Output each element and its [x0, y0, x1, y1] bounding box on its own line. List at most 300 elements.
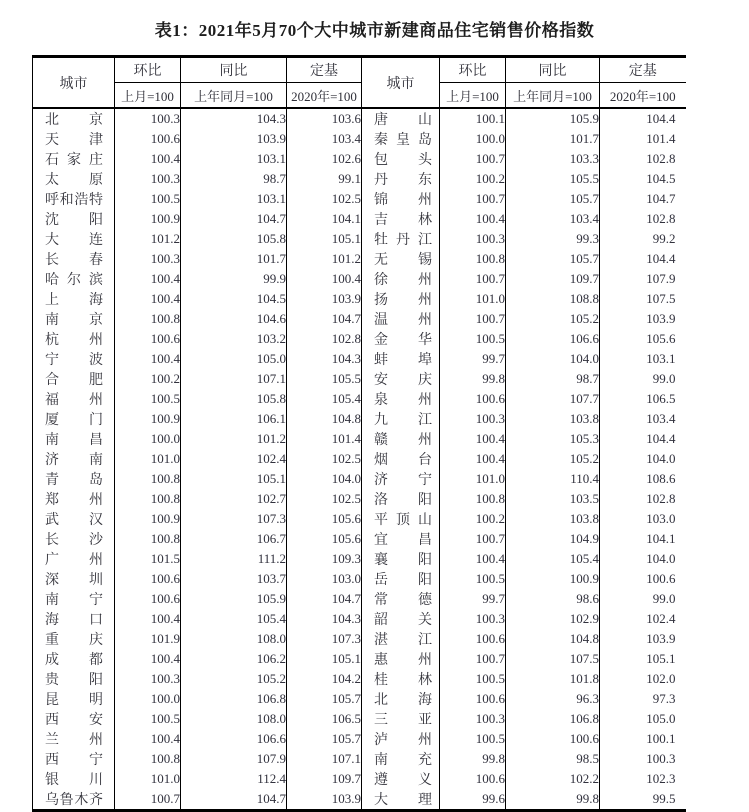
fixed-base-value: 107.3 [287, 629, 362, 649]
mom-value: 100.8 [440, 249, 506, 269]
city-cell [33, 569, 115, 589]
city-cell [33, 108, 115, 129]
header-fixed-base-base-right: 2020年=100 [600, 83, 686, 109]
yoy-value: 104.7 [181, 789, 287, 811]
city-cell [362, 389, 440, 409]
mom-value: 100.6 [440, 689, 506, 709]
yoy-value: 105.1 [181, 469, 287, 489]
city-cell [33, 629, 115, 649]
header-city-left: 城市 [33, 57, 115, 109]
city-cell [33, 589, 115, 609]
yoy-value: 107.5 [506, 649, 600, 669]
yoy-value: 103.4 [506, 209, 600, 229]
city-cell [362, 149, 440, 169]
city-name: 南 昌 [45, 433, 103, 448]
city-name: 无 锡 [374, 253, 432, 268]
table-row [33, 489, 686, 509]
table-row [33, 729, 686, 749]
mom-value: 100.9 [115, 409, 181, 429]
city-name: 合 肥 [45, 373, 103, 388]
city-cell [362, 108, 440, 129]
mom-value: 100.7 [440, 149, 506, 169]
city-cell [33, 689, 115, 709]
yoy-value: 103.7 [181, 569, 287, 589]
yoy-value: 107.9 [181, 749, 287, 769]
city-cell [362, 329, 440, 349]
city-cell [362, 509, 440, 529]
table-row [33, 349, 686, 369]
header-fixed-base-left: 定基 [287, 57, 362, 83]
fixed-base-value: 101.4 [287, 429, 362, 449]
city-name: 包 头 [374, 153, 432, 168]
mom-value: 100.5 [115, 709, 181, 729]
yoy-value: 101.7 [181, 249, 287, 269]
yoy-value: 105.5 [506, 169, 600, 189]
fixed-base-value: 104.7 [287, 309, 362, 329]
city-cell [33, 189, 115, 209]
fixed-base-value: 104.5 [600, 169, 686, 189]
mom-value: 100.2 [440, 509, 506, 529]
fixed-base-value: 105.6 [287, 509, 362, 529]
city-name: 厦 门 [45, 413, 103, 428]
mom-value: 100.5 [440, 329, 506, 349]
yoy-value: 100.9 [506, 569, 600, 589]
city-cell [33, 709, 115, 729]
city-cell [362, 269, 440, 289]
mom-value: 100.8 [115, 469, 181, 489]
city-name: 大 连 [45, 233, 103, 248]
fixed-base-value: 102.5 [287, 489, 362, 509]
fixed-base-value: 99.0 [600, 589, 686, 609]
fixed-base-value: 105.1 [287, 649, 362, 669]
city-cell [362, 169, 440, 189]
fixed-base-value: 99.1 [287, 169, 362, 189]
fixed-base-value: 104.8 [287, 409, 362, 429]
mom-value: 100.4 [115, 269, 181, 289]
mom-value: 100.8 [115, 309, 181, 329]
header-row-main [33, 57, 686, 83]
city-cell [33, 389, 115, 409]
table-row [33, 229, 686, 249]
fixed-base-value: 106.5 [287, 709, 362, 729]
city-name: 秦 皇 岛 [374, 133, 432, 148]
mom-value: 100.9 [115, 209, 181, 229]
yoy-value: 103.8 [506, 509, 600, 529]
city-name: 上 海 [45, 293, 103, 308]
city-name: 杭 州 [45, 333, 103, 348]
city-name: 宜 昌 [374, 533, 432, 548]
table-row [33, 189, 686, 209]
yoy-value: 105.7 [506, 249, 600, 269]
city-cell [362, 669, 440, 689]
table-row [33, 289, 686, 309]
table-row [33, 149, 686, 169]
fixed-base-value: 105.6 [287, 529, 362, 549]
header-mom-base-right: 上月=100 [440, 83, 506, 109]
mom-value: 100.5 [115, 189, 181, 209]
mom-value: 99.7 [440, 349, 506, 369]
city-name: 湛 江 [374, 633, 432, 648]
city-name: 海 口 [45, 613, 103, 628]
mom-value: 100.6 [115, 589, 181, 609]
city-name: 大 理 [374, 793, 432, 808]
city-name: 丹 东 [374, 173, 432, 188]
mom-value: 100.3 [115, 669, 181, 689]
city-cell [33, 769, 115, 789]
city-name: 襄 阳 [374, 553, 432, 568]
yoy-value: 104.0 [506, 349, 600, 369]
fixed-base-value: 104.4 [600, 249, 686, 269]
city-cell [362, 249, 440, 269]
mom-value: 100.2 [440, 169, 506, 189]
mom-value: 101.0 [115, 449, 181, 469]
mom-value: 100.3 [440, 229, 506, 249]
city-name: 三 亚 [374, 713, 432, 728]
mom-value: 100.4 [440, 429, 506, 449]
mom-value: 100.4 [115, 349, 181, 369]
mom-value: 100.8 [440, 489, 506, 509]
city-name: 赣 州 [374, 433, 432, 448]
city-cell [33, 309, 115, 329]
yoy-value: 96.3 [506, 689, 600, 709]
city-cell [33, 649, 115, 669]
table-row [33, 569, 686, 589]
city-name: 西 安 [45, 713, 103, 728]
fixed-base-value: 100.3 [600, 749, 686, 769]
table-row [33, 429, 686, 449]
city-name: 长 春 [45, 253, 103, 268]
fixed-base-value: 104.3 [287, 609, 362, 629]
fixed-base-value: 105.6 [600, 329, 686, 349]
table-row [33, 389, 686, 409]
city-cell [33, 409, 115, 429]
city-name: 深 圳 [45, 573, 103, 588]
city-cell [33, 129, 115, 149]
table-row [33, 709, 686, 729]
fixed-base-value: 104.7 [287, 589, 362, 609]
city-name: 韶 关 [374, 613, 432, 628]
mom-value: 100.8 [115, 489, 181, 509]
header-yoy-right: 同比 [506, 57, 600, 83]
yoy-value: 98.6 [506, 589, 600, 609]
yoy-value: 103.1 [181, 189, 287, 209]
fixed-base-value: 102.6 [287, 149, 362, 169]
page-title: 表1：2021年5月70个大中城市新建商品住宅销售价格指数 [154, 21, 595, 40]
table-row [33, 449, 686, 469]
yoy-value: 99.3 [506, 229, 600, 249]
header-fixed-base-base-left: 2020年=100 [287, 83, 362, 109]
yoy-value: 98.5 [506, 749, 600, 769]
fixed-base-value: 105.1 [600, 649, 686, 669]
fixed-base-value: 103.4 [600, 409, 686, 429]
yoy-value: 110.4 [506, 469, 600, 489]
city-name: 温 州 [374, 313, 432, 328]
mom-value: 100.7 [440, 309, 506, 329]
mom-value: 100.4 [440, 449, 506, 469]
city-name: 扬 州 [374, 293, 432, 308]
city-name: 呼 和 浩 特 [45, 193, 103, 208]
fixed-base-value: 108.6 [600, 469, 686, 489]
city-name: 成 都 [45, 653, 103, 668]
fixed-base-value: 103.9 [287, 289, 362, 309]
mom-value: 100.4 [115, 729, 181, 749]
city-name: 吉 林 [374, 213, 432, 228]
fixed-base-value: 104.0 [287, 469, 362, 489]
price-index-table [32, 55, 686, 812]
table-row [33, 549, 686, 569]
fixed-base-value: 101.2 [287, 249, 362, 269]
mom-value: 100.7 [115, 789, 181, 811]
fixed-base-value: 101.4 [600, 129, 686, 149]
city-name: 北 海 [374, 693, 432, 708]
mom-value: 100.6 [440, 769, 506, 789]
city-cell [362, 449, 440, 469]
yoy-value: 99.8 [506, 789, 600, 811]
fixed-base-value: 105.5 [287, 369, 362, 389]
city-cell [33, 149, 115, 169]
yoy-value: 102.2 [506, 769, 600, 789]
table-row [33, 649, 686, 669]
mom-value: 100.4 [115, 149, 181, 169]
yoy-value: 102.9 [506, 609, 600, 629]
header-mom-left: 环比 [115, 57, 181, 83]
yoy-value: 98.7 [506, 369, 600, 389]
city-cell [33, 209, 115, 229]
fixed-base-value: 100.4 [287, 269, 362, 289]
city-name: 乌 鲁 木 齐 [45, 793, 103, 808]
city-cell [362, 129, 440, 149]
mom-value: 100.3 [115, 249, 181, 269]
mom-value: 100.0 [440, 129, 506, 149]
city-name: 郑 州 [45, 493, 103, 508]
city-cell [362, 549, 440, 569]
table-row [33, 769, 686, 789]
fixed-base-value: 104.7 [600, 189, 686, 209]
city-name: 银 川 [45, 773, 103, 788]
mom-value: 100.5 [440, 669, 506, 689]
mom-value: 100.2 [115, 369, 181, 389]
city-cell [362, 309, 440, 329]
header-yoy-left: 同比 [181, 57, 287, 83]
fixed-base-value: 107.1 [287, 749, 362, 769]
yoy-value: 109.7 [506, 269, 600, 289]
mom-value: 100.4 [115, 609, 181, 629]
mom-value: 100.7 [440, 649, 506, 669]
table-row [33, 689, 686, 709]
city-cell [33, 349, 115, 369]
city-cell [362, 229, 440, 249]
header-yoy-base-left: 上年同月=100 [181, 83, 287, 109]
yoy-value: 102.7 [181, 489, 287, 509]
city-cell [362, 349, 440, 369]
yoy-value: 106.6 [181, 729, 287, 749]
mom-value: 100.4 [440, 209, 506, 229]
city-name: 重 庆 [45, 633, 103, 648]
city-name: 泸 州 [374, 733, 432, 748]
city-cell [33, 169, 115, 189]
fixed-base-value: 103.0 [600, 509, 686, 529]
city-name: 九 江 [374, 413, 432, 428]
city-name: 昆 明 [45, 693, 103, 708]
city-cell [362, 709, 440, 729]
city-name: 宁 波 [45, 353, 103, 368]
mom-value: 100.7 [440, 529, 506, 549]
city-name: 福 州 [45, 393, 103, 408]
mom-value: 99.6 [440, 789, 506, 811]
mom-value: 100.5 [440, 569, 506, 589]
mom-value: 100.7 [440, 189, 506, 209]
mom-value: 101.9 [115, 629, 181, 649]
fixed-base-value: 104.4 [600, 429, 686, 449]
city-cell [362, 729, 440, 749]
yoy-value: 105.4 [181, 609, 287, 629]
city-name: 洛 阳 [374, 493, 432, 508]
mom-value: 100.3 [115, 108, 181, 129]
fixed-base-value: 105.4 [287, 389, 362, 409]
header-city-right: 城市 [362, 57, 440, 109]
fixed-base-value: 109.7 [287, 769, 362, 789]
fixed-base-value: 104.0 [600, 449, 686, 469]
fixed-base-value: 104.1 [287, 209, 362, 229]
table-row [33, 609, 686, 629]
fixed-base-value: 104.1 [600, 529, 686, 549]
yoy-value: 105.9 [181, 589, 287, 609]
fixed-base-value: 103.1 [600, 349, 686, 369]
table-row [33, 629, 686, 649]
fixed-base-value: 104.4 [600, 108, 686, 129]
table-row [33, 789, 686, 811]
city-cell [33, 729, 115, 749]
city-name: 南 充 [374, 753, 432, 768]
city-cell [33, 289, 115, 309]
city-cell [33, 429, 115, 449]
table-row [33, 409, 686, 429]
fixed-base-value: 104.0 [600, 549, 686, 569]
yoy-value: 108.0 [181, 629, 287, 649]
city-cell [33, 369, 115, 389]
city-name: 遵 义 [374, 773, 432, 788]
city-cell [33, 229, 115, 249]
mom-value: 100.3 [440, 609, 506, 629]
mom-value: 101.0 [440, 289, 506, 309]
mom-value: 100.4 [440, 549, 506, 569]
city-cell [362, 469, 440, 489]
table-row [33, 108, 686, 129]
city-cell [33, 469, 115, 489]
mom-value: 100.3 [440, 409, 506, 429]
yoy-value: 98.7 [181, 169, 287, 189]
city-cell [362, 629, 440, 649]
city-name: 岳 阳 [374, 573, 432, 588]
table-row [33, 309, 686, 329]
yoy-value: 112.4 [181, 769, 287, 789]
mom-value: 100.5 [440, 729, 506, 749]
city-name: 武 汉 [45, 513, 103, 528]
header-fixed-base-right: 定基 [600, 57, 686, 83]
fixed-base-value: 103.0 [287, 569, 362, 589]
mom-value: 99.8 [440, 369, 506, 389]
yoy-value: 106.2 [181, 649, 287, 669]
city-name: 徐 州 [374, 273, 432, 288]
yoy-value: 105.8 [181, 229, 287, 249]
table-row [33, 269, 686, 289]
city-cell [33, 789, 115, 811]
yoy-value: 104.7 [181, 209, 287, 229]
city-cell [33, 509, 115, 529]
mom-value: 101.2 [115, 229, 181, 249]
city-name: 锦 州 [374, 193, 432, 208]
mom-value: 101.0 [440, 469, 506, 489]
city-cell [33, 749, 115, 769]
mom-value: 100.7 [440, 269, 506, 289]
fixed-base-value: 104.2 [287, 669, 362, 689]
fixed-base-value: 102.5 [287, 449, 362, 469]
city-cell [362, 369, 440, 389]
city-cell [33, 529, 115, 549]
mom-value: 100.8 [115, 529, 181, 549]
city-name: 惠 州 [374, 653, 432, 668]
fixed-base-value: 107.9 [600, 269, 686, 289]
fixed-base-value: 100.6 [600, 569, 686, 589]
yoy-value: 103.1 [181, 149, 287, 169]
table-row [33, 749, 686, 769]
city-cell [33, 609, 115, 629]
yoy-value: 103.5 [506, 489, 600, 509]
yoy-value: 105.4 [506, 549, 600, 569]
city-cell [33, 269, 115, 289]
yoy-value: 101.2 [181, 429, 287, 449]
yoy-value: 103.8 [506, 409, 600, 429]
yoy-value: 104.9 [506, 529, 600, 549]
yoy-value: 105.9 [506, 108, 600, 129]
fixed-base-value: 97.3 [600, 689, 686, 709]
city-name: 北 京 [45, 113, 103, 128]
city-name: 烟 台 [374, 453, 432, 468]
mom-value: 100.3 [440, 709, 506, 729]
mom-value: 100.6 [115, 569, 181, 589]
city-name: 广 州 [45, 553, 103, 568]
city-name: 天 津 [45, 133, 103, 148]
city-cell [362, 589, 440, 609]
table-row [33, 529, 686, 549]
yoy-value: 103.2 [181, 329, 287, 349]
fixed-base-value: 103.9 [287, 789, 362, 811]
mom-value: 100.6 [440, 389, 506, 409]
mom-value: 100.0 [115, 429, 181, 449]
yoy-value: 100.6 [506, 729, 600, 749]
yoy-value: 103.3 [506, 149, 600, 169]
city-cell [362, 649, 440, 669]
city-name: 南 京 [45, 313, 103, 328]
mom-value: 100.3 [115, 169, 181, 189]
yoy-value: 106.7 [181, 529, 287, 549]
mom-value: 99.7 [440, 589, 506, 609]
yoy-value: 108.8 [506, 289, 600, 309]
city-name: 贵 阳 [45, 673, 103, 688]
yoy-value: 99.9 [181, 269, 287, 289]
yoy-value: 102.4 [181, 449, 287, 469]
table-row [33, 209, 686, 229]
city-cell [362, 189, 440, 209]
fixed-base-value: 102.5 [287, 189, 362, 209]
fixed-base-value: 103.9 [600, 309, 686, 329]
city-cell [33, 549, 115, 569]
yoy-value: 105.2 [506, 309, 600, 329]
fixed-base-value: 99.0 [600, 369, 686, 389]
yoy-value: 104.5 [181, 289, 287, 309]
city-cell [33, 489, 115, 509]
mom-value: 100.4 [115, 289, 181, 309]
